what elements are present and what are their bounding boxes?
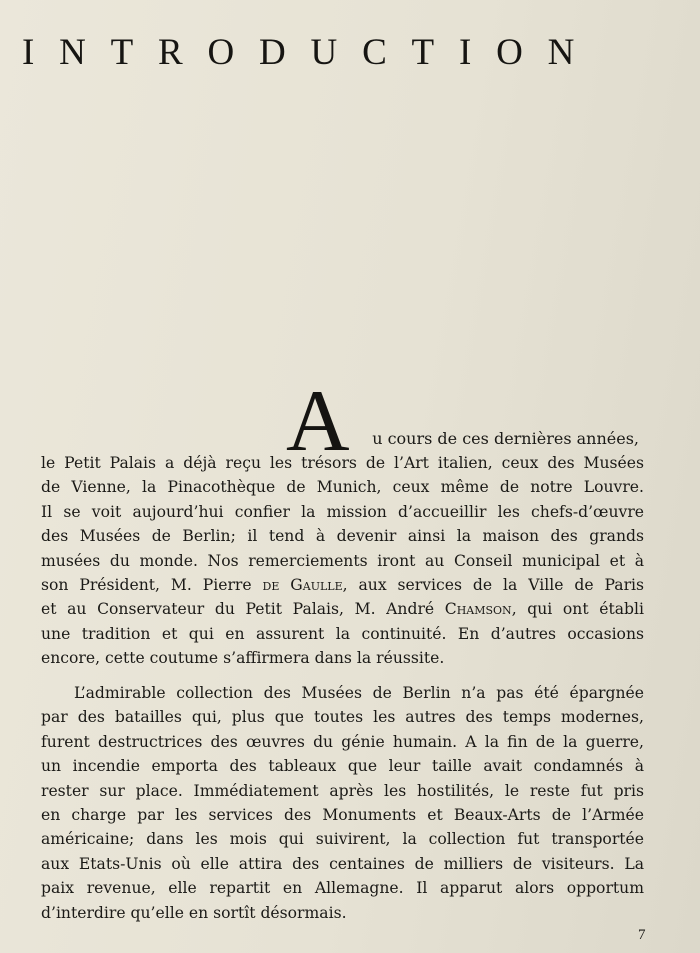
text-line: le Petit Palais a déjà reçu les trésors de l’Art italien, ceux des Musées [41, 454, 644, 472]
text-line: de Vienne, la Pinacothèque de Munich, ceux même de notre Louvre. [41, 478, 644, 497]
text-line: L’admirable collection des Musées de Berlin n’a pas été épargnée [74, 684, 644, 702]
person-name-chamson: Chamson [444, 600, 512, 619]
text-line: Il se voit aujourd’hui confier la mission d’accueillir les chefs-d’œuvre [41, 502, 644, 521]
text-line: par des batailles qui, plus que toutes les autres des temps modernes, [41, 708, 644, 727]
text-run: et au Conservateur du Petit Palais, M. André [41, 600, 445, 619]
text-line [41, 573, 644, 597]
text-line: furent destructrices des œuvres du génie humain. A la fin de la guerre, [41, 732, 644, 751]
text-line: musées du monde. Nos remerciements iront au Conseil municipal et à [41, 551, 644, 570]
text-line: rester sur place. Immédiatement après les hostilités, le reste fut pris [41, 781, 644, 800]
drop-cap: A [286, 373, 350, 470]
page-number: 7 [638, 927, 646, 943]
text-line: d’interdire qu’elle en sortît désormais. [41, 903, 347, 922]
paragraph-1 [41, 451, 644, 671]
text-run: , aux services de la Ville de Paris [342, 576, 645, 595]
text-line: américaine; dans les mois qui suivirent, la collection fut transportée [41, 830, 644, 849]
person-name-de-gaulle: de Gaulle [262, 576, 343, 595]
text-line [41, 597, 644, 621]
text-line: paix revenue, elle repartit en Allemagne. Il apparut alors opportum [41, 879, 644, 898]
paragraph-first-line: u cours de ces dernières années, [372, 429, 639, 448]
text-line: en charge par les services des Monuments et Beaux-Arts de l’Armée [41, 806, 644, 825]
text-line: encore, cette coutume s’affirmera dans la réussite. [41, 649, 445, 668]
text-line: aux Etats-Unis où elle attira des centaines de milliers de visiteurs. La [41, 854, 644, 873]
text-line: une tradition et qui en assurent la continuité. En d’autres occasions [41, 624, 644, 643]
text-line: un incendie emporta des tableaux que leur taille avait condamnés à [41, 757, 644, 776]
text-run: , qui ont établi [511, 600, 644, 619]
text-line: des Musées de Berlin; il tend à devenir ainsi la maison des grands [41, 527, 644, 546]
paragraph-2 [41, 681, 644, 925]
page-title: INTRODUCTION [22, 32, 600, 73]
text-run: son Président, M. Pierre [41, 576, 263, 595]
